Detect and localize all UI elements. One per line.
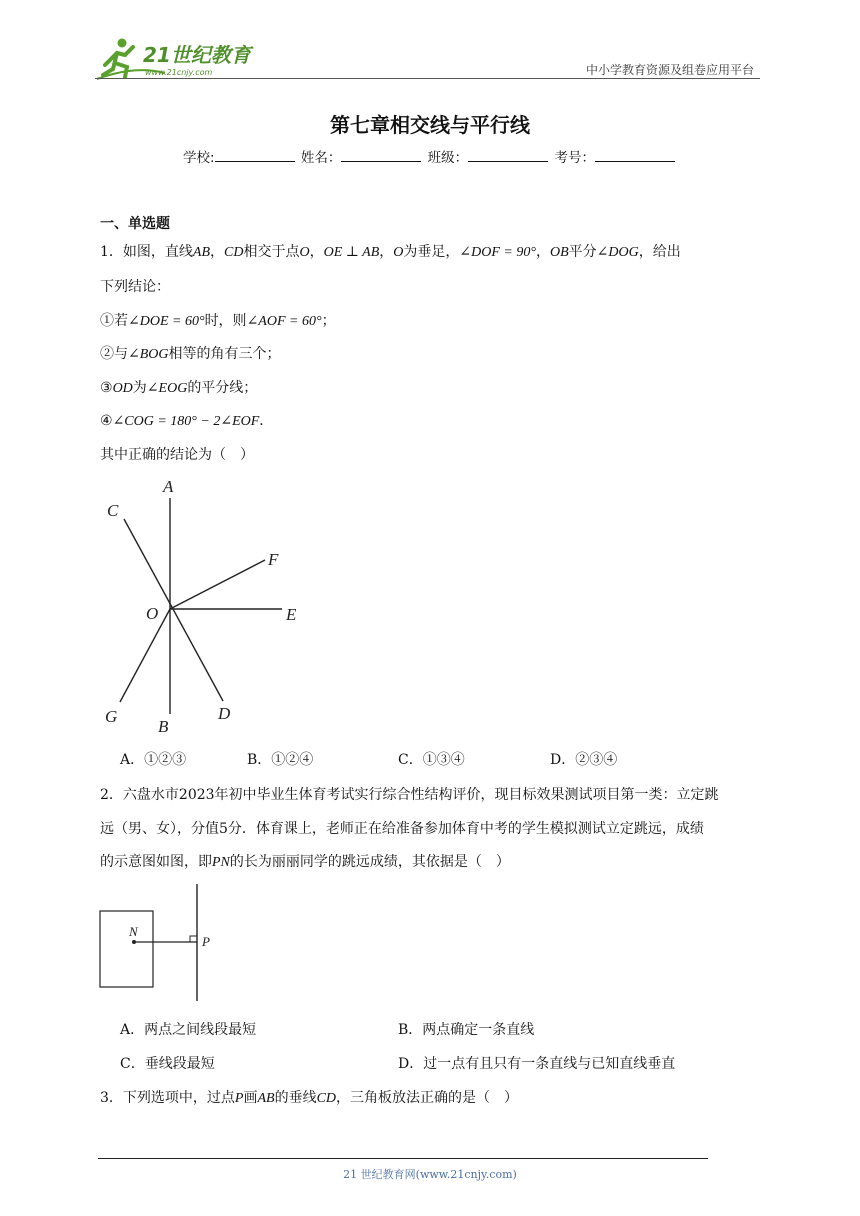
student-info bbox=[0, 146, 860, 166]
ray-of bbox=[170, 560, 265, 609]
q1-line-2: 下列结论： bbox=[100, 279, 170, 295]
q1-option-a[interactable]: A．①②③ bbox=[120, 752, 187, 768]
q1-figure bbox=[100, 474, 310, 736]
exam-no-label: 考号： bbox=[554, 150, 595, 166]
label-e: E bbox=[286, 605, 297, 624]
school-blank[interactable] bbox=[215, 149, 295, 162]
footer-divider bbox=[98, 1158, 708, 1159]
logo-text: 21世纪教育 bbox=[143, 43, 251, 67]
label-a: A bbox=[163, 477, 174, 496]
label-n: N bbox=[129, 924, 138, 939]
label-p: P bbox=[202, 934, 210, 949]
q2-line-3: 的示意图如图，即PN的长为丽丽同学的跳远成绩，其依据是（ ） bbox=[100, 854, 510, 870]
q1-ask: 其中正确的结论为（ ） bbox=[100, 447, 254, 463]
q1-line-1: 1．如图，直线AB，CD相交于点O，OE ⊥ AB，O为垂足，∠DOF = 90°，OB平分∠DOG，给出 bbox=[100, 244, 681, 260]
q1-conclusion-4: ④∠COG = 180° − 2∠EOF． bbox=[100, 413, 274, 429]
q2-option-d[interactable]: D．过一点有且只有一条直线与已知直线垂直 bbox=[398, 1056, 676, 1072]
class-label: 班级： bbox=[427, 150, 469, 166]
q1-option-d[interactable]: D．②③④ bbox=[550, 752, 618, 768]
label-b: B bbox=[158, 717, 169, 736]
q2-option-c[interactable]: C．垂线段最短 bbox=[120, 1056, 215, 1072]
q2-option-a[interactable]: A．两点之间线段最短 bbox=[120, 1022, 257, 1038]
q2-figure bbox=[95, 880, 225, 1005]
q1-option-c[interactable]: C．①③④ bbox=[398, 752, 465, 768]
q1-conclusion-1: ①若∠DOE = 60°时，则∠AOF = 60°； bbox=[100, 313, 336, 329]
name-label: 姓名： bbox=[300, 150, 342, 166]
label-g: G bbox=[105, 707, 118, 726]
q1-conclusion-2: ②与∠BOG相等的角有三个； bbox=[100, 346, 281, 362]
ray-og bbox=[120, 609, 170, 702]
point-n bbox=[132, 940, 136, 944]
q2-line-1: 2．六盘水市2023年初中毕业生体育考试实行综合性结构评价，现目标效果测试项目第一类：立定跳 bbox=[100, 787, 719, 803]
exam-no-blank[interactable] bbox=[595, 149, 675, 162]
header-divider bbox=[95, 78, 760, 79]
q2-line-2: 远（男、女），分值5分．体育课上，老师正在给准备参加体育中考的学生模拟测试立定跳远，成绩 bbox=[100, 821, 704, 837]
q3-line-1: 3．下列选项中，过点P画AB的垂线CD，三角板放法正确的是（ ） bbox=[100, 1090, 519, 1106]
school-label: 学校: bbox=[183, 150, 215, 166]
sandpit-rect bbox=[100, 911, 153, 987]
site-logo bbox=[95, 35, 260, 81]
label-o: O bbox=[146, 604, 159, 623]
platform-name: 中小学教育资源及组卷应用平台 bbox=[585, 63, 754, 77]
page-title: 第七章相交线与平行线 bbox=[330, 113, 530, 137]
section-heading: 一、单选题 bbox=[100, 216, 170, 232]
q2-option-b[interactable]: B．两点确定一条直线 bbox=[398, 1022, 535, 1038]
label-d: D bbox=[218, 704, 231, 723]
line-cd bbox=[124, 519, 223, 701]
right-angle-mark bbox=[190, 936, 197, 942]
logo-url: www.21cnjy.com bbox=[145, 68, 213, 77]
label-c: C bbox=[107, 501, 119, 520]
footer-text[interactable]: 21 世纪教育网(www.21cnjy.com) bbox=[343, 1168, 517, 1181]
label-f: F bbox=[268, 550, 279, 569]
q1-option-b[interactable]: B．①②④ bbox=[247, 752, 314, 768]
name-blank[interactable] bbox=[341, 149, 421, 162]
class-blank[interactable] bbox=[468, 149, 548, 162]
q1-conclusion-3: ③OD为∠EOG的平分线； bbox=[100, 380, 258, 396]
